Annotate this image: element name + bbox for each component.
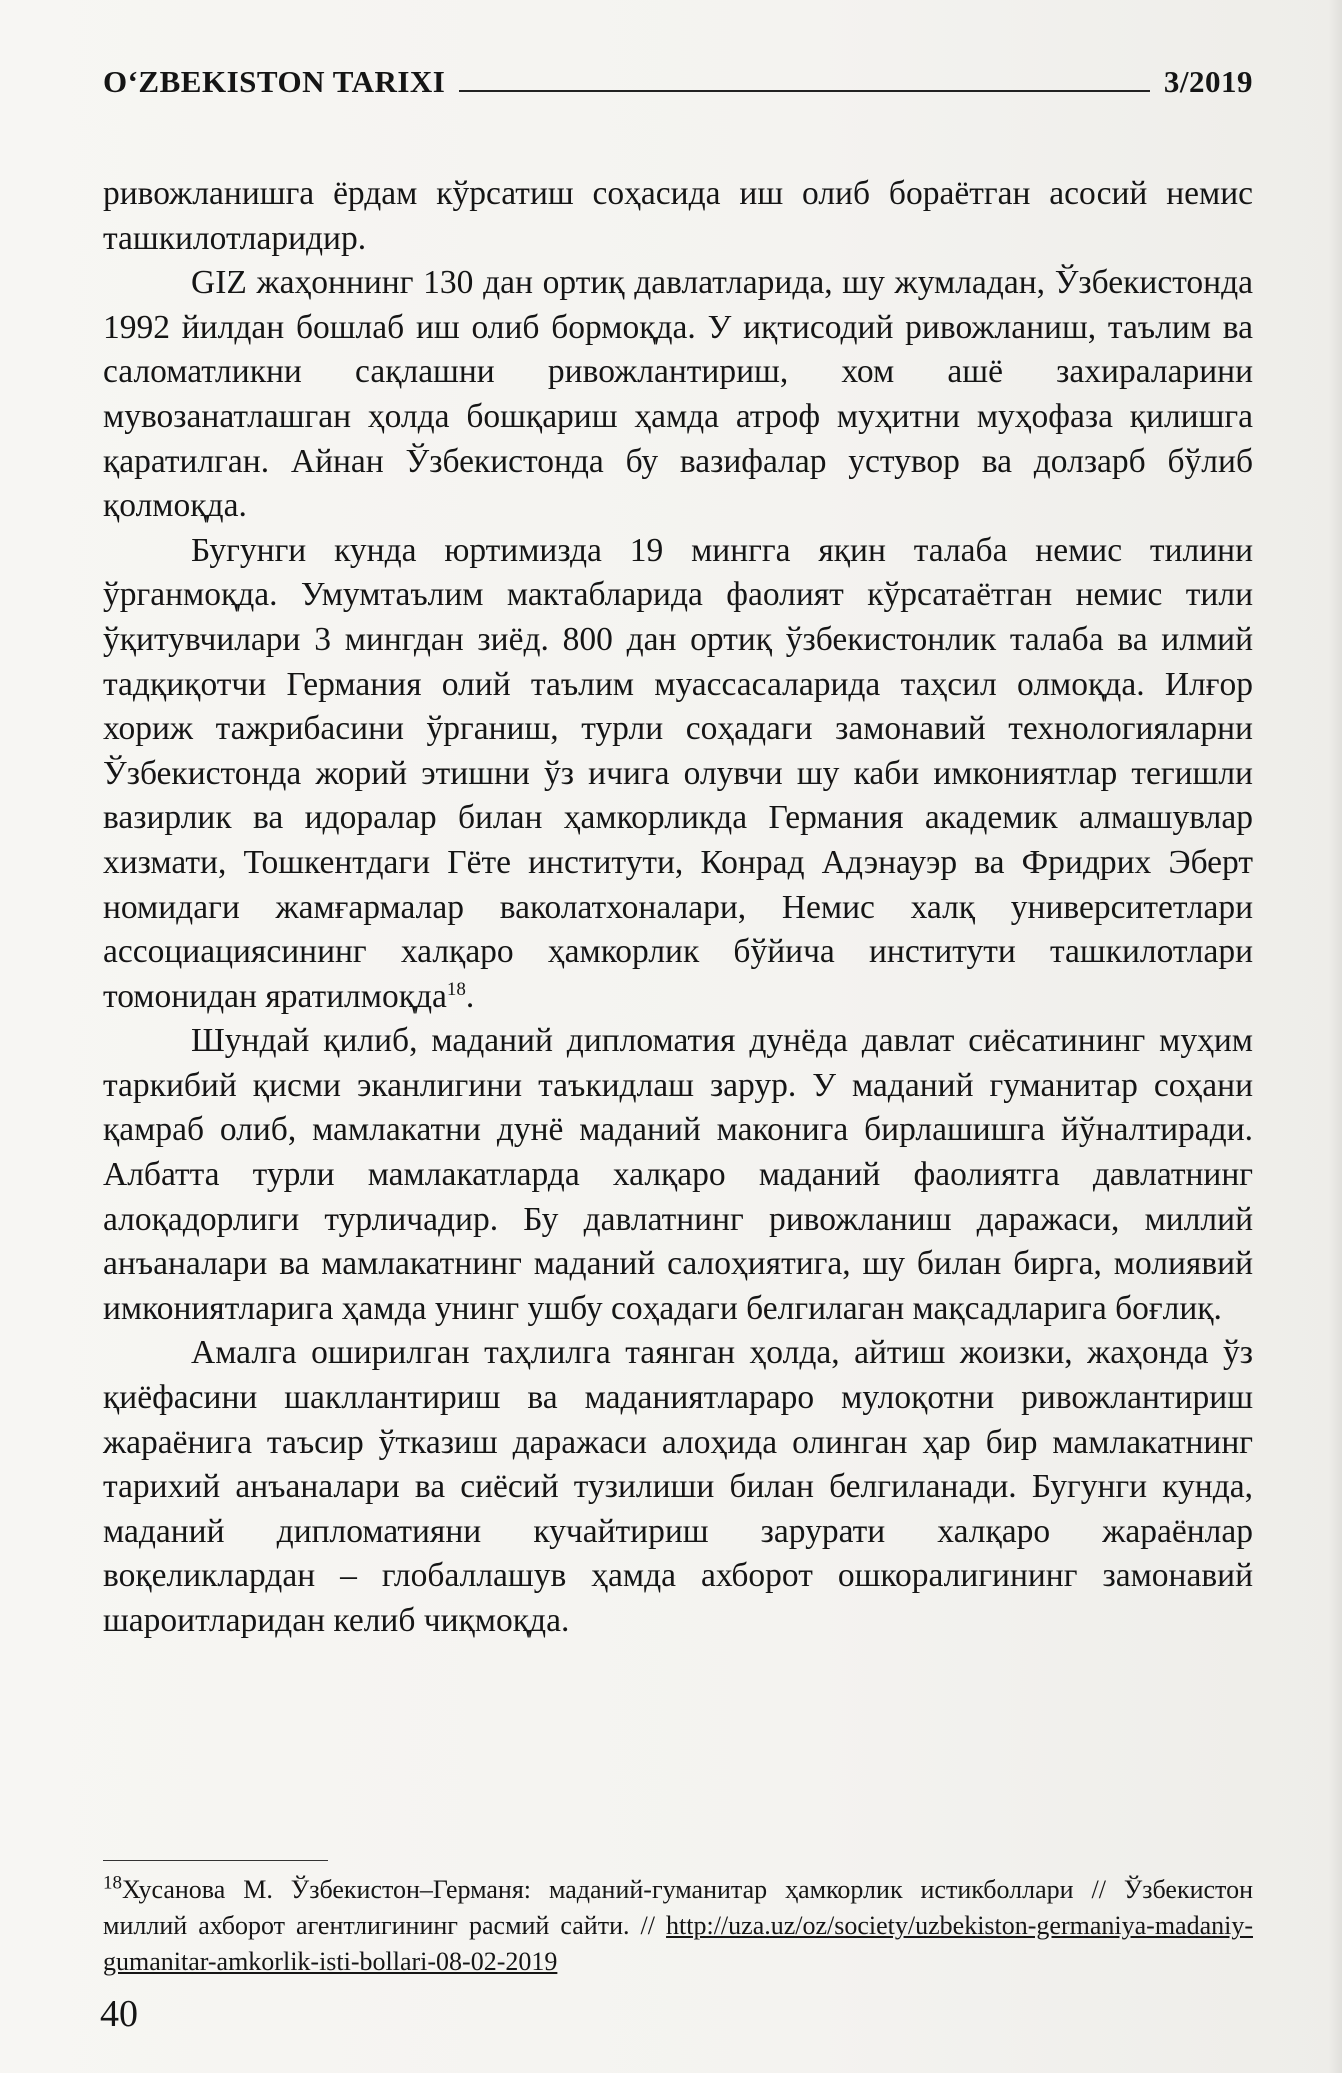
running-header <box>103 52 1253 100</box>
paragraph-1: ривожланишга ёрдам кўрсатиш соҳасида иш олиб бораётган асосий немис ташкилотларидир. <box>103 175 1253 257</box>
paragraph-3-end: . <box>465 977 475 1015</box>
paragraph-3-text: Бугунги кунда юртимизда 19 мингга яқин талаба немис тилини ўрганмоқда. Умумтаълим мактабларида фаолият кўрсатаётган немис тили ўқитувчилари 3 мингдан зиёд. 800 дан ортиқ ўзбекистонлик талаба ва илмий тадқиқотчи Германия олий таълим муассасаларида таҳсил олмоқда. Илғор хориж тажрибасини ўрганиш, турли соҳадаги замонавий технологияларни Ўзбекистонда жорий этишни ўз ичига олувчи шу каби имкониятлар тегишли вазирлик ва идоралар билан ҳамкорликда Германия академик алмашувлар хизмати, Тошкентдаги Гёте институти, Конрад Адэнауэр ва Фридрих Эберт номидаги жамғармалар ваколатхоналари, Немис халқ университетлари ассоциациясининг халқаро ҳамкорлик бўйича институти ташкилотлари томонидан яратилмоқда <box>103 531 1253 1015</box>
article-body <box>103 172 1253 1644</box>
footnote-marker: 18 <box>103 1872 122 1894</box>
footnote-text: Хусанова М. Ўзбекистон–Германя: маданий-гуманитар ҳамкорлик истикболлари // Ўзбекистон миллий ахборот агентлигининг расмий сайти. // <box>103 1875 1253 1940</box>
footnote <box>103 1872 1253 1980</box>
journal-title: O‘ZBEKISTON TARIXI <box>103 64 446 99</box>
page-number: 40 <box>100 1993 138 2035</box>
header-rule <box>459 90 1150 92</box>
page-edge-shadow <box>1328 0 1342 2073</box>
footnote-link[interactable]: http://uza.uz/oz/society/uzbekiston-germaniya-madaniy-gumanitar-amkorlik-isti-bollari-08-02-2019 <box>103 1911 1253 1976</box>
issue-number: 3/2019 <box>1163 64 1253 99</box>
paragraph-3 <box>103 529 1253 1020</box>
paragraph-4: Шундай қилиб, маданий дипломатия дунёда давлат сиёсатининг муҳим таркибий қисми эканлигини таъкидлаш зарур. У маданий гуманитар соҳани қамраб олиб, мамлакатни дунё маданий маконига бирлашишга йўналтиради. Албатта турли мамлакатларда халқаро маданий фаолиятга давлатнинг алоқадорлиги турличадир. Бу давлатнинг ривожланиш даражаси, миллий анъаналари ва мамлакатнинг маданий салоҳиятига, шу билан бирга, молиявий имкониятларига ҳамда унинг ушбу соҳадаги белгилаган мақсадларига боғлиқ. <box>103 1022 1253 1327</box>
footnote-separator <box>103 1860 328 1861</box>
footnote-reference[interactable]: 18 <box>446 978 466 1000</box>
paragraph-2: GIZ жаҳоннинг 130 дан ортиқ давлатларида, шу жумладан, Ўзбекистонда 1992 йилдан бошлаб иш олиб бормоқда. У иқтисодий ривожланиш, таълим ва саломатликни сақлашни ривожлантириш, хом ашё захираларини мувозанатлашган ҳолда бошқариш ҳамда атроф муҳитни муҳофаза қилишга қаратилган. Айнан Ўзбекистонда бу вазифалар устувор ва долзарб бўлиб қолмоқда. <box>103 264 1253 525</box>
paragraph-5: Амалга оширилган таҳлилга таянган ҳолда, айтиш жоизки, жаҳонда ўз қиёфасини шакллантириш ва маданиятлараро мулоқотни ривожлантириш жараёнига таъсир ўтказиш даражаси алоҳида олинган ҳар бир мамлакатнинг тарихий анъаналари ва сиёсий тузилиши билан белгиланади. Бугунги кунда, маданий дипломатияни кучайтириш зарурати халқаро жараёнлар воқеликлардан – глобаллашув ҳамда ахборот ошкоралигининг замонавий шароитларидан келиб чиқмоқда. <box>103 1334 1253 1639</box>
